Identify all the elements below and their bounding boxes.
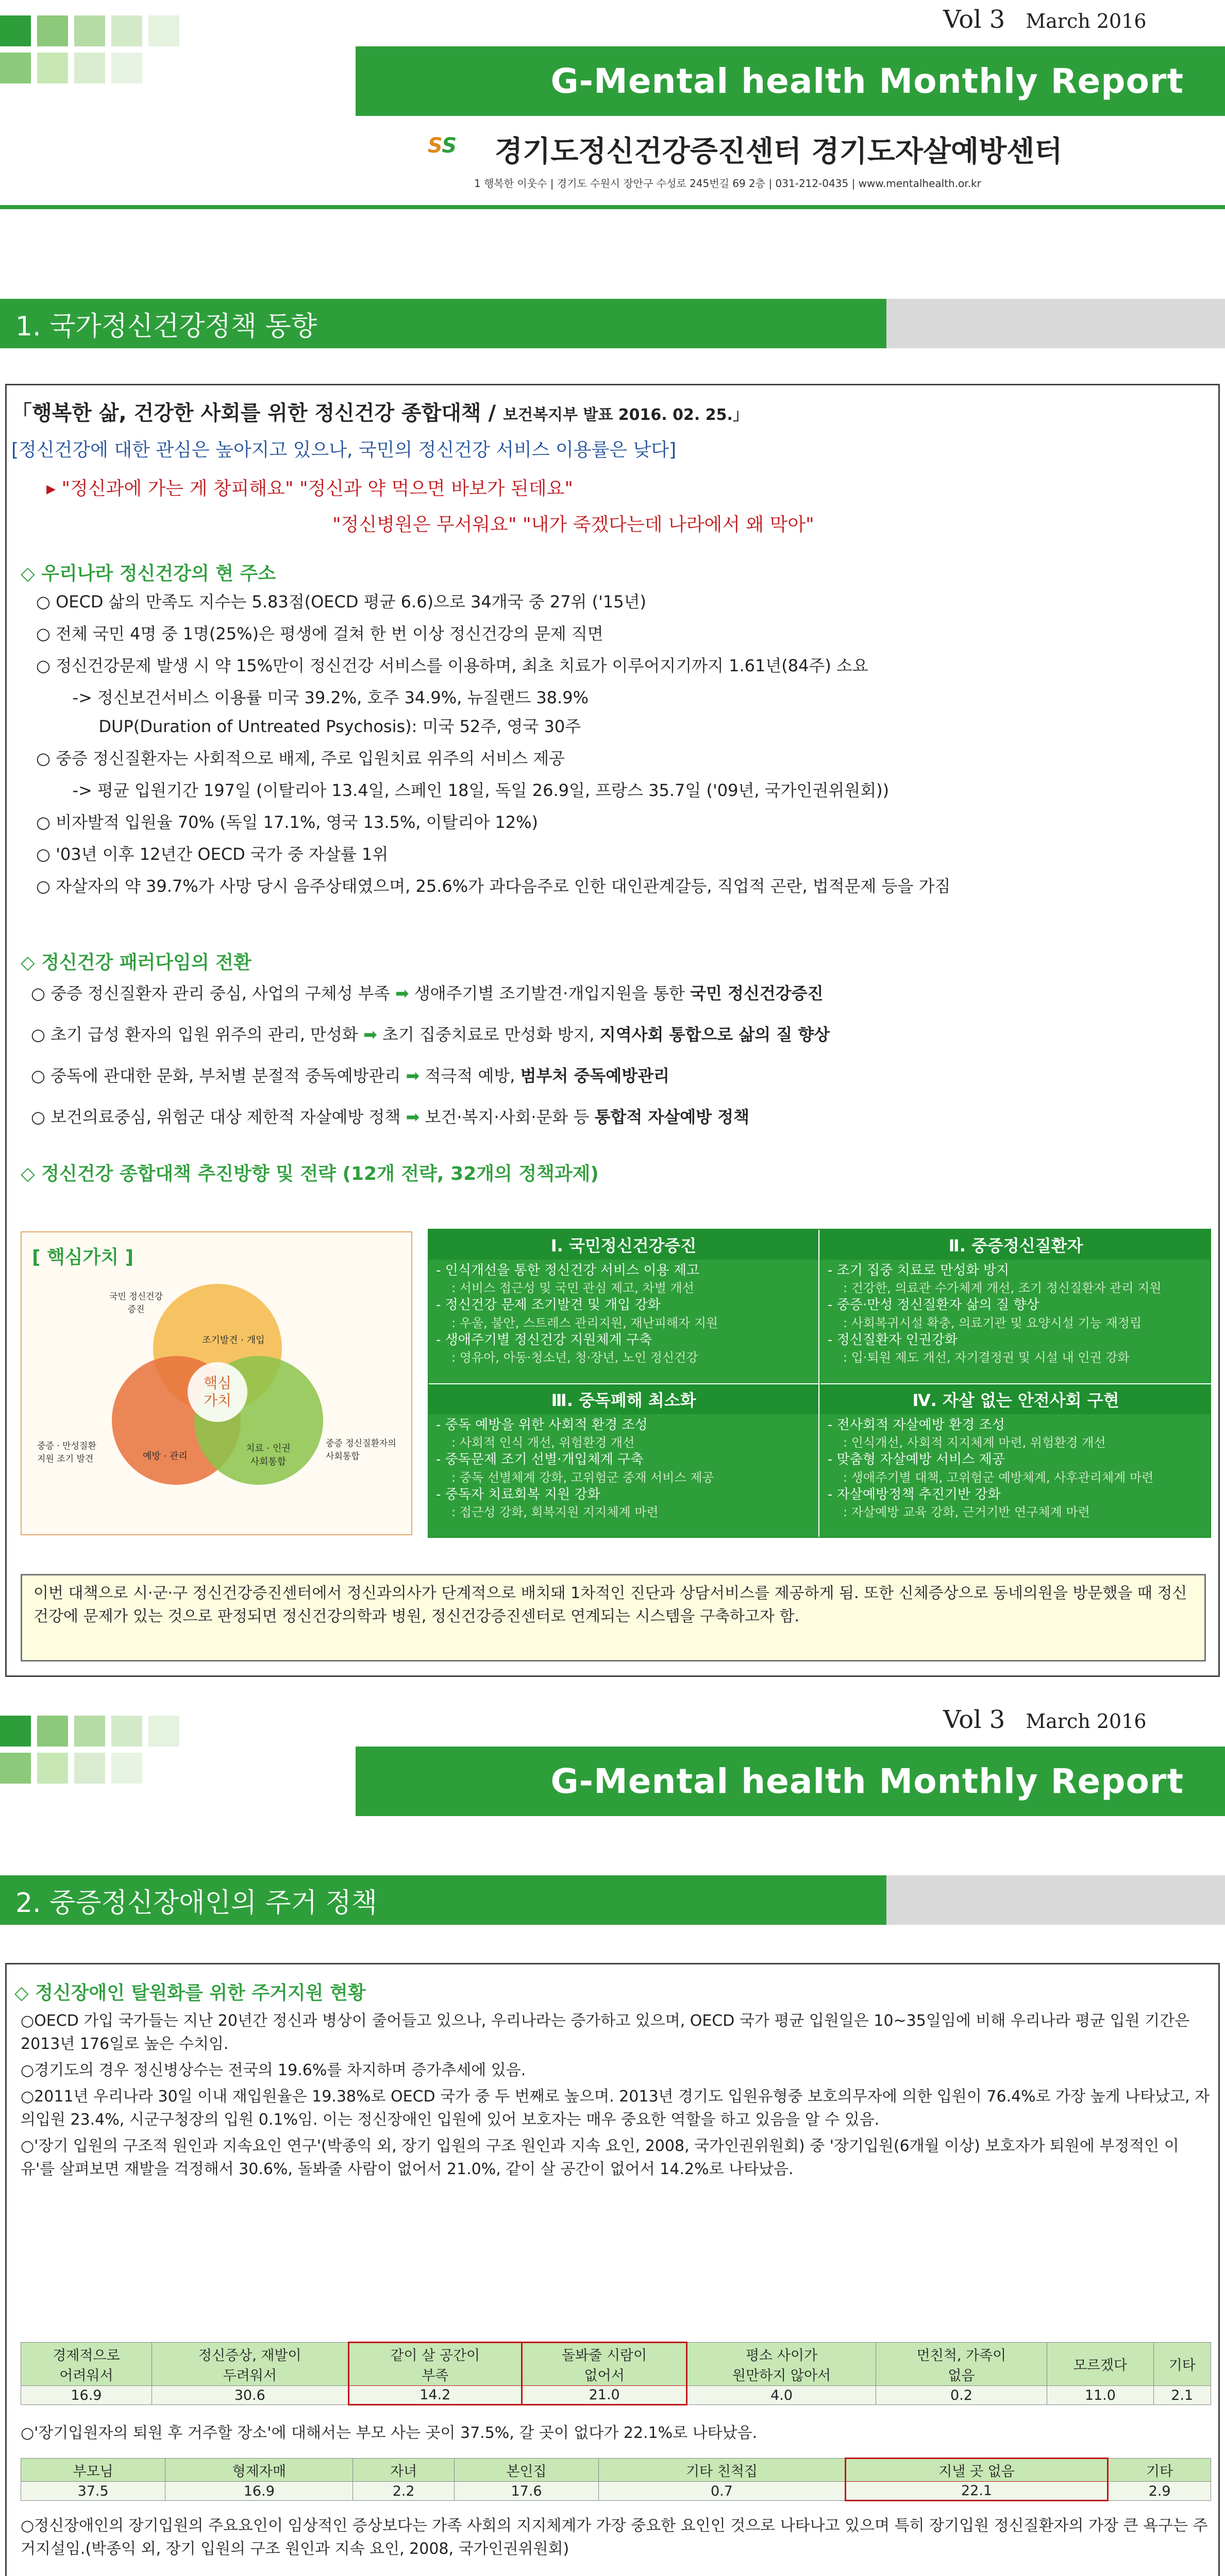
panel-item: - 중독 예방을 위한 사회적 환경 조성 : 사회적 인식 개선, 위험환경 개선 [436,1417,648,1450]
panel-item: - 조기 집중 치료로 만성화 방지 : 건강한, 의료관 수가체계 개선, 조기 정신질환자 관리 지원 [828,1263,1162,1296]
status-item: ○ OECD 삶의 만족도 지수는 5.83점(OECD 평균 6.6)으로 34개국 중 27위 ('15년) [36,592,647,612]
table-header: 모르겠다 [1047,2343,1153,2386]
status-item: ○ 정신건강문제 발생 시 약 15%만이 정신건강 서비스를 이용하며, 최초 치료가 이루어지기까지 1.61년(84주) 소요 [36,656,868,675]
panel-4 [820,1384,1211,1537]
panel-title: Ⅲ. 중독폐해 최소화 [429,1384,818,1414]
core-values-venn [22,1232,413,1536]
table-header: 본인집 [454,2459,598,2482]
section-bar-tail [886,299,1225,348]
table-cell: 2.2 [353,2482,455,2501]
panel-3 [429,1384,819,1537]
report-title-banner: G-Mental health Monthly Report [356,46,1225,116]
panel-item: - 정신질환자 인권강화 : 입·퇴원 제도 개선, 자기결정권 및 시설 내 인권 강화 [828,1332,1130,1365]
panel-item: - 중독문제 조기 선별·개입체계 구축 : 중독 선별체계 강화, 고위험군 중재 서비스 제공 [436,1452,714,1485]
core-values-label: [ 핵심가치 ] [32,1247,134,1268]
core-label: 중증 정신질환자의 사회통합 [326,1438,396,1462]
table-header: 돌봐줄 시람이 없어서 [522,2343,687,2386]
panel-item: - 자살예방정책 추진기반 강화 : 자살예방 교육 강화, 근거기반 연구체계 마련 [828,1486,1090,1520]
paradigm-row: ○ 중독에 관대한 문화, 부처별 분절적 중독예방관리 ➡ 적극적 예방, 범부처 중독예방관리 [31,1066,669,1086]
core-label: 국민 정신건강 증진 [109,1292,163,1315]
section-title-bar: 1. 국가정신건강정책 동향 [0,299,886,348]
core-values-figure [21,1231,412,1535]
status-item: ○ 자살자의 약 39.7%가 사망 당시 음주상태였으며, 25.6%가 과다음주로 인한 대인관계갈등, 직업적 곤란, 법적문제 등을 가짐 [36,876,951,896]
header-squares-p2-row2 [0,1753,142,1784]
table-cell: 14.2 [348,2386,522,2405]
table-cell: 0.2 [876,2386,1047,2405]
arrow-right-icon: ➡ [363,1025,377,1044]
policy-title: 「행복한 삶, 건강한 사회를 위한 정신건강 종합대책 / 보건복지부 발표 2016. 02. 25.」 [11,401,748,425]
table-header: 정신증상, 재발이 두려워서 [152,2343,348,2386]
core-center-line2: 가치 [203,1392,232,1409]
table-cell: 22.1 [845,2482,1107,2501]
issue-volume-p2: Vol 3 March 2016 [943,1705,1147,1734]
housing-item: ○2011년 우리나라 30일 이내 재입원율은 19.38%로 OECD 국가 중 두 번째로 높으며. 2013년 경기도 입원유형중 보호의무자에 의한 입원이 76.4%로 가장 높게 나타났고, 자의입원 23.4%, 시군구청장의 입원 0.1%임. 이는 정신장애인 입원에 있어 보호자는 매우 중요한 역할을 하고 있음을 알 수 있음. [21,2088,1210,2129]
panel-item: - 생애주기별 정신건강 지원체계 구축 : 영유아, 아동·청소년, 청·장년, 노인 정신건강 [436,1332,698,1365]
header-squares-row2 [0,53,142,83]
table-header: 지낼 곳 없음 [845,2459,1107,2482]
table-cell: 17.6 [454,2482,598,2501]
status-item: -> 정신보건서비스 이용률 미국 39.2%, 호주 34.9%, 뉴질랜드 38.9% [57,688,589,707]
table-cell: 16.9 [21,2386,152,2405]
panel-item: - 중증·만성 정신질환자 삶의 질 향상 : 사회복귀시설 확충, 의료기관 및 요양시설 기능 재정립 [828,1297,1142,1330]
table-cell: 4.0 [687,2386,876,2405]
table-cell: 30.6 [152,2386,348,2405]
panel-item: - 인식개선을 통한 정신건강 서비스 이용 제고 : 서비스 접근성 및 국민 관심 제고, 차별 개선 [436,1263,700,1296]
issue-volume: Vol 3 March 2016 [943,5,1147,34]
paradigm-row: ○ 중증 정신질환자 관리 중심, 사업의 구체성 부족 ➡ 생애주기별 조기발견·개입지원을 통한 국민 정신건강증진 [31,984,824,1003]
table-header: 기타 [1108,2459,1211,2482]
org-logo: SS [428,134,457,158]
org-contact: 1 행복한 이웃수 | 경기도 수원시 장안구 수성로 245번길 69 2층 | 031-212-0435 | www.mentalhealth.or.kr [474,177,981,190]
status-item: DUP(Duration of Untreated Psychosis): 미국 52주, 영국 30주 [57,717,581,736]
discharge-reasons-table [21,2342,1211,2405]
status-list [36,590,1211,906]
status-item: ○ 전체 국민 4명 중 1명(25%)은 평생에 걸쳐 한 번 이상 정신건강의 문제 직면 [36,624,603,643]
status-item: -> 평균 입원기간 197일 (이탈리아 13.4일, 스페인 18일, 독일 26.9일, 프랑스 35.7일 ('09년, 국가인권위원회)) [57,781,890,800]
quote-line-1: ▸ "정신과에 가는 게 창피해요" "정신과 약 먹으면 바보가 된데요" [46,478,573,499]
paradigm-row: ○ 보건의료중심, 위험군 대상 제한적 자살예방 정책 ➡ 보건·복지·사회·문화 등 통합적 자살예방 정책 [31,1107,750,1127]
arrow-right-icon: ➡ [395,984,409,1003]
header-squares [0,15,179,46]
arrow-right-icon: ➡ [406,1066,420,1086]
housing-item: ○경기도의 경우 정신병상수는 전국의 19.6%를 차지하며 증가추세에 있음. [21,2061,526,2079]
subheading-strategy: ◇ 정신건강 종합대책 추진방향 및 전략 (12개 전략, 32개의 정책과제) [21,1163,599,1184]
status-item: ○ 비자발적 입원율 70% (독일 17.1%, 영국 13.5%, 이탈리아 12%) [36,812,539,832]
subheading-housing-status: ◇ 정신장애인 탈원화를 위한 주거지원 현황 [14,1982,366,2004]
quote-line-2: "정신병원은 무서워요" "내가 죽겠다는데 나라에서 왜 막아" [332,514,814,535]
org-name: 경기도정신건강증진센터 경기도자살예방센터 [495,135,1063,168]
core-center-line1: 핵심 [203,1375,232,1392]
table-header: 같이 살 공간이 부족 [348,2343,522,2386]
arrow-right-icon: ➡ [406,1107,420,1127]
panel-title: Ⅰ. 국민정신건강증진 [429,1230,818,1260]
table-cell: 11.0 [1047,2386,1153,2405]
table-header: 형제자매 [165,2459,353,2482]
residence-table [21,2458,1211,2501]
panel-item: - 중독자 치료회복 지원 강화 : 접근성 강화, 회복지원 지지체계 마련 [436,1486,659,1520]
housing-paragraphs [21,2009,1211,2181]
housing-item: ○'장기 입원의 구조적 원인과 지속요인 연구'(박종익 외, 장기 입원의 구조 원인과 지속 요인, 2008, 국가인권위원회) 중 '장기입원(6개월 이상) 보호자가 퇴원에 부정적인 이유'를 살펴보면 재발을 걱정해서 30.6%, 돌봐줄 사람이 없어서 21.0%, 같이 살 공간이 없어서 14.2%로 나타났음. [21,2137,1179,2178]
core-label: 조기발견 · 개입 [202,1335,265,1346]
table-cell: 2.9 [1108,2482,1211,2501]
paradigm-row: ○ 초기 급성 환자의 입원 위주의 관리, 만성화 ➡ 초기 집중치료로 만성화 방지, 지역사회 통합으로 삶의 질 향상 [31,1025,830,1044]
housing-factor-text: ○정신장애인의 장기입원의 주요요인이 임상적인 증상보다는 가족 사회의 지지체계가 가장 중요한 요인인 것으로 나타나고 있으며 특히 장기입원 정신질환자의 가장 큰 욕구는 주거지설임.(박종익 외, 장기 입원의 구조 원인과 지속 요인, 2008, 국가인권위원회) [21,2517,1208,2558]
policy-lead: [정신건강에 대한 관심은 높아지고 있으나, 국민의 정신건강 서비스 이용률은 낮다] [11,439,677,461]
section-bar-tail-2 [886,1875,1225,1925]
header-rule [0,205,1225,209]
panel-item: - 정신건강 문제 조기발견 및 개입 강화 : 우울, 불안, 스트레스 관리지원, 재난피해자 지원 [436,1297,718,1330]
housing-residence-text: ○'장기입원자의 퇴원 후 거주할 장소'에 대해서는 부모 사는 곳이 37.5%, 갈 곳이 없다가 22.1%로 나타났음. [21,2424,758,2442]
panel-title: Ⅳ. 자살 없는 안전사회 구현 [820,1384,1211,1414]
paradigm-list [31,981,1211,1146]
table-cell: 21.0 [522,2386,687,2405]
table-header: 먼친척, 가족이 없음 [876,2343,1047,2386]
table-header: 부모님 [21,2459,165,2482]
status-item: ○ '03년 이후 12년간 OECD 국가 중 자살률 1위 [36,844,389,864]
table-header: 기타 [1153,2343,1211,2386]
housing-item: ○OECD 가입 국가들는 지난 20년간 정신과 병상이 줄어들고 있으나, 우리나라는 증가하고 있으며, OECD 국가 평균 입원일은 10~35일임에 비해 우리나라 평균 입원 기간은 2013년 176일로 높은 수치임. [21,2012,1190,2053]
core-label: 예방 · 관리 [143,1451,188,1462]
subheading-paradigm: ◇ 정신건강 패러다임의 전환 [21,952,251,973]
panel-item: - 전사회적 자살예방 환경 조성 : 인식개선, 사회적 지지체계 마련, 위험환경 개선 [828,1417,1106,1450]
core-label: 치료 · 인권 사회통합 [246,1443,291,1467]
section-title-bar-2: 2. 중증정신장애인의 주거 정책 [0,1875,886,1925]
header-squares-p2 [0,1716,179,1747]
table-cell: 37.5 [21,2482,165,2501]
policy-summary-note: 이번 대책으로 시·군·구 정신건강증진센터에서 정신과의사가 단계적으로 배치돼 1차적인 진단과 상담서비스를 제공하게 됨. 또한 신체증상으로 동네의원을 방문했을 때 정신건강에 문제가 있는 것으로 판정되면 정신건강의학과 병원, 정신건강증진센터로 연계되는 시스템을 구축하고자 함. [21,1574,1206,1662]
panel-1 [429,1230,819,1384]
panel-title: Ⅱ. 중증정신질환자 [820,1230,1211,1260]
panel-2 [820,1230,1211,1384]
table-header: 경제적으로 어려워서 [21,2343,152,2386]
subheading-status: ◇ 우리나라 정신건강의 현 주소 [21,563,276,584]
panel-item: - 맞춤형 자살예방 서비스 제공 : 생애주기별 대책, 고위험군 예방체계, 사후관리체계 마련 [828,1452,1154,1485]
table-cell: 2.1 [1153,2386,1211,2405]
strategy-panels [428,1229,1211,1538]
status-item: ○ 중증 정신질환자는 사회적으로 배제, 주로 입원치료 위주의 서비스 제공 [36,749,565,768]
table-header: 자녀 [353,2459,455,2482]
table-cell: 0.7 [599,2482,846,2501]
table-cell: 16.9 [165,2482,353,2501]
table-header: 평소 사이가 원만하지 않아서 [687,2343,876,2386]
report-title-banner-p2: G-Mental health Monthly Report [356,1747,1225,1816]
core-label: 중증 · 만성질환 지원 조기 발견 [37,1441,96,1464]
table-header: 기타 친척집 [599,2459,846,2482]
